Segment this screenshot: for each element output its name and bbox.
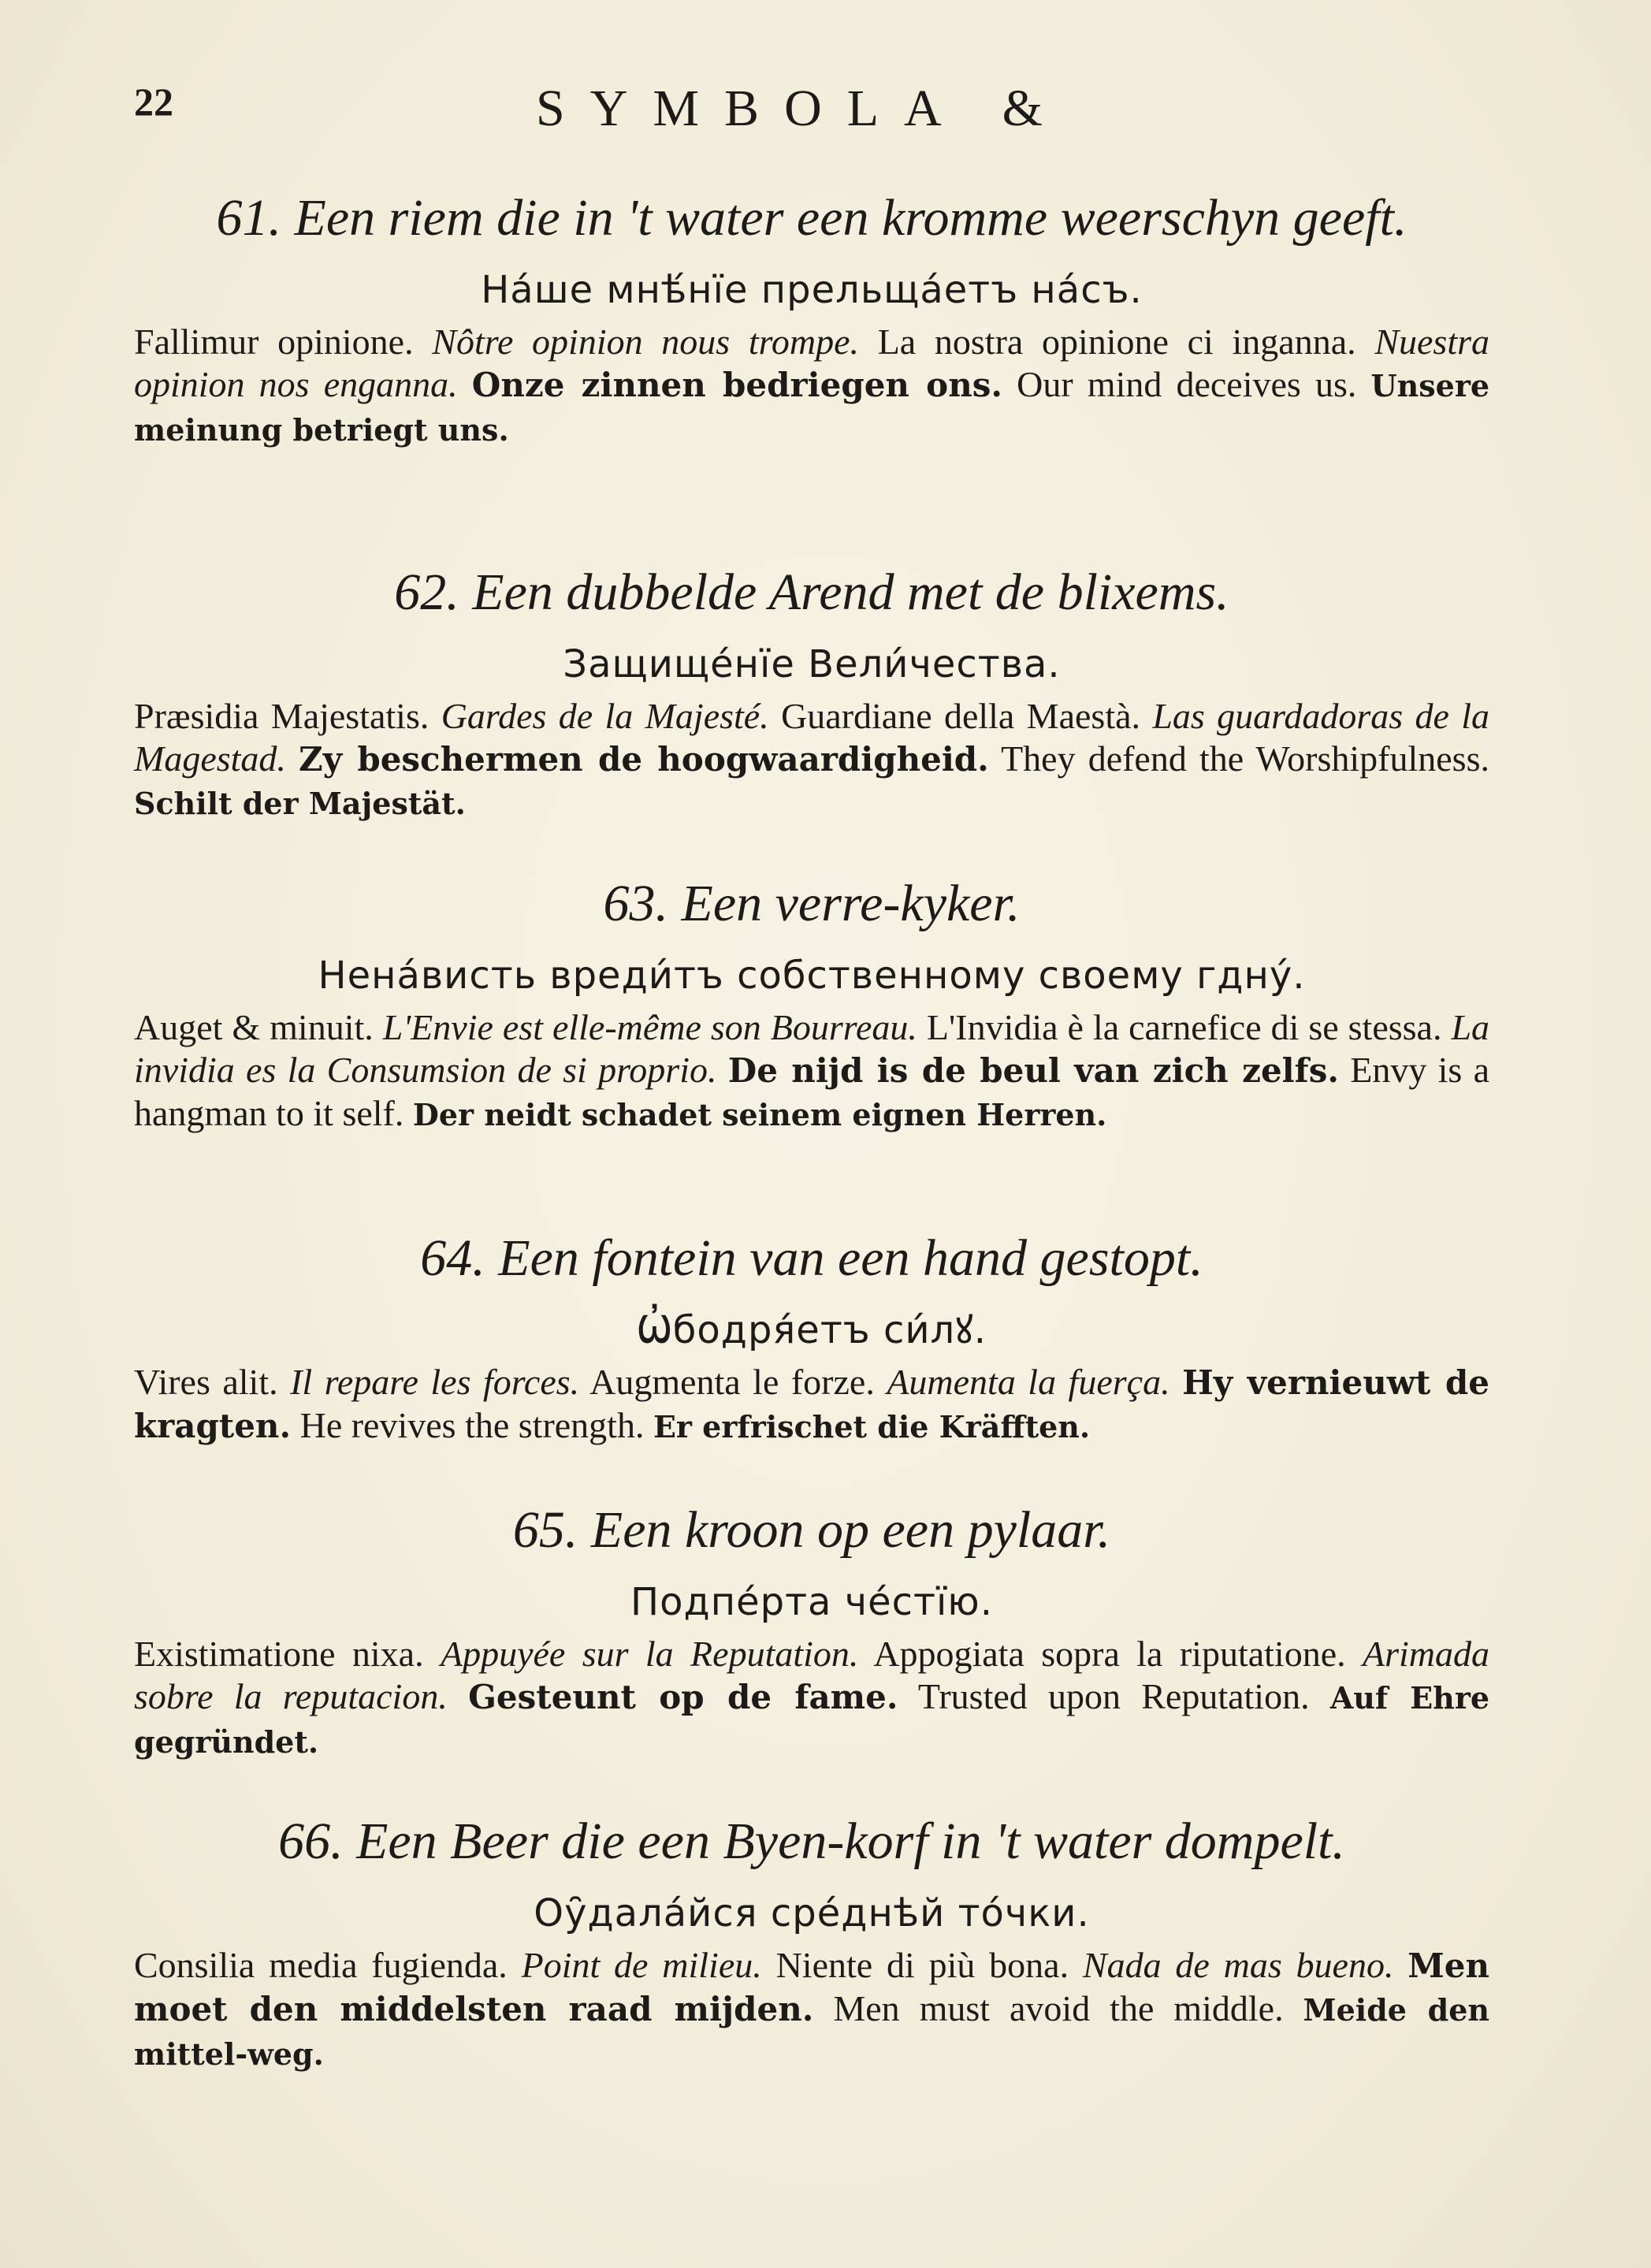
italian-motto: Appogiata sopra la riputatione. xyxy=(873,1634,1346,1674)
translations-paragraph xyxy=(134,695,1489,825)
entry-heading: 66. Een Beer die een Byen-korf in 't water dompelt. xyxy=(278,1813,1345,1870)
slavonic-motto: Защище́нїе Вели́чества. xyxy=(563,642,1061,686)
latin-motto: Fallimur opinione. xyxy=(134,322,414,362)
spanish-motto: Nada de mas bueno. xyxy=(1082,1945,1394,1985)
translations-paragraph xyxy=(134,1006,1489,1136)
entry-heading: 64. Een fontein van een hand gestopt. xyxy=(420,1229,1203,1287)
dutch-motto: Gesteunt op de fame. xyxy=(468,1678,898,1716)
italian-motto: Niente di più bona. xyxy=(775,1945,1069,1985)
dutch-motto: Men moet den middelsten raad mijden. xyxy=(134,1946,1490,2028)
slavonic-motto: Подпе́рта че́стїю. xyxy=(630,1580,993,1624)
dutch-motto: De nijd is de beul van zich zelfs. xyxy=(727,1051,1339,1090)
slavonic-motto: Оу̑дала́йся сре́днѣй то́чки. xyxy=(534,1891,1090,1935)
entry-heading: 63. Een verre-kyker. xyxy=(603,875,1021,932)
slavonic-motto: Нена́висть вреди́тъ собственному своему гдну́. xyxy=(318,954,1306,998)
french-motto: L'Envie est elle-même son Bourreau. xyxy=(382,1007,917,1047)
emblem-entry-63 xyxy=(134,871,1489,1136)
english-motto: They defend the Worshipfulness. xyxy=(1001,738,1489,779)
german-motto: Er erfrischet die Kräfften. xyxy=(653,1409,1091,1444)
spanish-motto: Las guardadoras de la Magestad. xyxy=(134,696,1489,779)
emblem-entry-66 xyxy=(134,1809,1489,2076)
latin-motto: Auget & minuit. xyxy=(134,1007,374,1047)
german-motto: Schilt der Majestät. xyxy=(134,786,466,821)
spanish-motto: Arimada sobre la reputacion. xyxy=(134,1634,1490,1716)
german-motto: Unsere meinung betriegt uns. xyxy=(134,368,1490,448)
italian-motto: La nostra opinione ci inganna. xyxy=(877,322,1356,362)
english-motto: Men must avoid the middle. xyxy=(833,1988,1284,2028)
entry-heading: 61. Een riem die in 't water een kromme weerschyn geeft. xyxy=(216,189,1407,247)
french-motto: Il repare les forces. xyxy=(290,1362,580,1402)
translations-paragraph xyxy=(134,321,1489,452)
dutch-motto: Onze zinnen bedriegen ons. xyxy=(471,366,1003,404)
german-motto: Meide den mittel-weg. xyxy=(134,1992,1490,2072)
italian-motto: Augmenta le forze. xyxy=(589,1362,875,1402)
emblem-entry-65 xyxy=(134,1497,1489,1764)
slavonic-motto: Ѡ̓бодря́етъ си́лꙋ. xyxy=(636,1308,987,1352)
latin-motto: Existimatione nixa. xyxy=(134,1634,424,1674)
italian-motto: Guardiane della Maestà. xyxy=(781,696,1141,736)
dutch-motto: Zy beschermen de hoogwaardigheid. xyxy=(299,740,989,779)
french-motto: Appuyée sur la Reputation. xyxy=(440,1634,859,1674)
page-header xyxy=(134,79,1489,142)
english-motto: Envy is a hangman to it self. xyxy=(134,1050,1490,1133)
latin-motto: Vires alit. xyxy=(134,1362,278,1402)
german-motto: Auf Ehre gegründet. xyxy=(134,1680,1490,1760)
english-motto: Trusted upon Reputation. xyxy=(917,1676,1310,1716)
german-motto: Der neidt schadet seinem eignen Herren. xyxy=(412,1097,1107,1132)
latin-motto: Præsidia Majestatis. xyxy=(134,696,429,736)
french-motto: Point de milieu. xyxy=(521,1945,762,1985)
english-motto: Our mind deceives us. xyxy=(1017,364,1357,404)
entry-heading: 62. Een dubbelde Arend met de blixems. xyxy=(394,563,1229,621)
slavonic-motto: На́ше мнѣ́нїе прельща́етъ на́съ. xyxy=(481,268,1143,312)
emblem-entry-61 xyxy=(134,185,1489,452)
spanish-motto: La invidia es la Consumsion de si proprio. xyxy=(134,1007,1490,1090)
emblem-entry-62 xyxy=(134,560,1489,825)
translations-paragraph xyxy=(134,1361,1489,1448)
dutch-motto: Hy vernieuwt de kragten. xyxy=(134,1363,1489,1445)
entry-heading: 65. Een kroon op een pylaar. xyxy=(512,1501,1111,1559)
page-number: 22 xyxy=(134,80,173,124)
french-motto: Nôtre opinion nous trompe. xyxy=(432,322,859,362)
translations-paragraph xyxy=(134,1944,1489,2076)
french-motto: Gardes de la Majesté. xyxy=(441,696,769,736)
spanish-motto: Aumenta la fuerça. xyxy=(887,1362,1170,1402)
emblem-entry-64 xyxy=(134,1225,1489,1448)
latin-motto: Consilia media fugienda. xyxy=(134,1945,508,1985)
italian-motto: L'Invidia è la carnefice di se stessa. xyxy=(926,1007,1442,1047)
english-motto: He revives the strength. xyxy=(299,1405,645,1445)
running-title: SYMBOLA & xyxy=(536,80,1068,137)
spanish-motto: Nuestra opinion nos enganna. xyxy=(134,322,1490,404)
translations-paragraph xyxy=(134,1633,1489,1764)
